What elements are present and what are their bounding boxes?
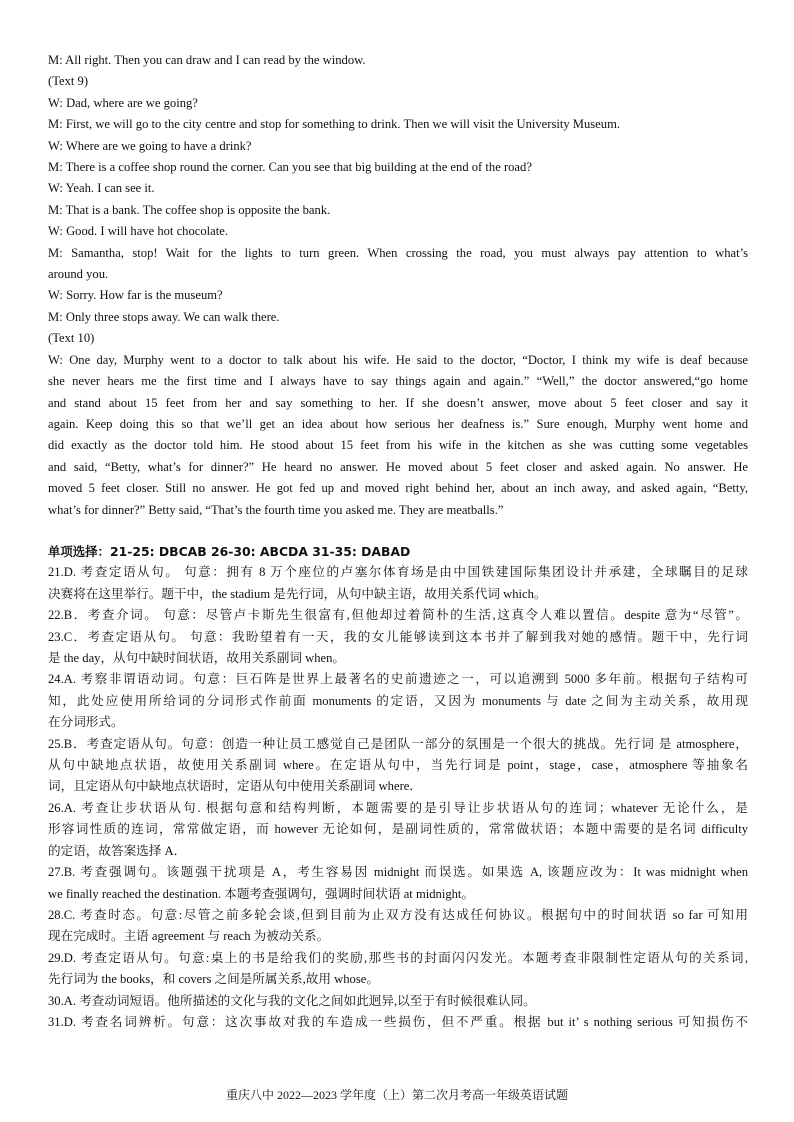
transcript-line: (Text 9) (48, 74, 89, 89)
transcript-line: M: Only three stops away. We can walk there. (48, 309, 280, 324)
transcript-line: W: Dad, where are we going? (48, 95, 198, 110)
answer-explanation-line: 知，此处应使用所给词的分词形式作前面 monuments 的定语，又因为 monuments 与 date 之间为主动关系，故用现 (48, 693, 748, 708)
answer-explanation-line: 在分词形式。 (48, 715, 124, 730)
answer-explanation-line: we finally reached the destination. 本题考查强调句，强调时间状语 at midnight。 (48, 886, 475, 901)
transcript-line: M: First, we will go to the city centre and stop for something to drink. Then we will visit the University Museum. (48, 117, 621, 132)
transcript-line: M: Samantha, stop! Wait for the lights to turn green. When crossing the road, you must always pay attention to what’s (48, 245, 748, 260)
transcript-line: (Text 10) (48, 331, 95, 346)
transcript-line: around you. (48, 267, 109, 282)
listening-transcript (48, 50, 748, 521)
transcript-line: M: That is a bank. The coffee shop is opposite the bank. (48, 202, 331, 217)
transcript-line: moved 5 feet closer. Still no answer. He got fed up and moved right behind her, about an inch away, and asked again, “Betty, (48, 481, 748, 496)
page-footer: 重庆八中 2022—2023 学年度（上）第二次月考高一年级英语试题 (225, 1088, 568, 1102)
transcript-line: W: Where are we going to have a drink? (48, 138, 252, 153)
transcript-line: again. Keep doing this so that we’ll get an idea about how serious her deafness is.” Sure enough, Murphy went home and (48, 416, 748, 431)
answer-explanation-line: 25.B．考查定语从句。句意：创造一种让员工感觉自己是团队一部分的氛围是一个很大的挑战。先行词 是 atmosphere， (48, 736, 748, 751)
transcript-line: M: There is a coffee shop round the corner. Can you see that big building at the end of the road? (48, 160, 532, 175)
answer-explanation-line: 现在完成时。主语 agreement 与 reach 为被动关系。 (48, 929, 330, 944)
answer-explanation-line: 27.B. 考查强调句。该题强干扰项是 A，考生容易因 midnight 而误选。如果选 A, 该题应改为：It was midnight when (48, 865, 748, 880)
answer-explanation-line: 从句中缺地点状语，故使用关系副词 where。在定语从句中，当先行词是 point，stage，case，atmosphere 等抽象名 (48, 758, 748, 773)
transcript-line: M: All right. Then you can draw and I can read by the window. (48, 53, 366, 67)
answer-key-heading: 单项选择：21-25: DBCAB 26-30: ABCDA 31-35: DABAD (48, 544, 411, 559)
answer-explanation-line: 23.C．考查定语从句。 句意：我盼望着有一天，我的女儿能够读到这本书并了解到我对她的感情。题干中，先行词 (48, 629, 748, 644)
answer-explanation-line: 形容词性质的连词，常常做定语，而 however 无论如何，是副词性质的，常常做状语；本题中需要的是名词 difficulty (48, 822, 748, 837)
answer-explanation-line: 决赛将在这里举行。题干中，the stadium 是先行词，从句中缺主语，故用关系代词 which。 (48, 586, 547, 601)
answer-explanation-line: 31.D. 考查名词辨析。句意：这次事故对我的车造成一些损伤，但不严重。根据 but it’ s nothing serious 可知损伤不 (48, 1014, 748, 1029)
transcript-line: did exactly as the doctor told him. He stood about 15 feet from his wife in the kitchen as she was cutting some vegetables (48, 438, 748, 453)
transcript-line: what’s for dinner?” Betty said, “That’s the fourth time you asked me. They are meatballs.” (48, 502, 504, 517)
answer-explanation-line: 词，且定语从句中缺地点状语时，定语从句中使用关系副词 where． (48, 779, 422, 794)
transcript-line: W: Yeah. I can see it. (48, 181, 155, 196)
answer-explanation-line: 29.D. 考查定语从句。句意:桌上的书是给我们的奖励,那些书的封面闪闪发光。本题考查非限制性定语从句的关系词, (48, 950, 748, 965)
answer-explanation-line: 22.B．考查介词。 句意：尽管卢卡斯先生很富有,但他却过着简朴的生活,这真令人难以置信。despite 意为“尽管”。 (48, 608, 748, 623)
transcript-line: and stand about 15 feet from her and say something to her. If she doesn’t answer, move about 5 feet closer and say it (48, 395, 748, 410)
transcript-line: and said, “Betty, what’s for dinner?” He heard no answer. He moved about 5 feet closer and asked again. No answer. He (48, 459, 748, 474)
transcript-line: W: Sorry. How far is the museum? (48, 288, 223, 303)
transcript-line: she never hears me the first time and I always have to say things again and again.” “Well,” the doctor answered,“go home (48, 374, 748, 389)
answer-explanation-line: 28.C. 考查时态。句意:尽管之前多轮会谈,但到目前为止双方没有达成任何协议。根据句中的时间状语 so far 可知用 (48, 907, 748, 922)
answer-key-section (48, 541, 748, 1033)
answer-explanation-line: 21.D. 考查定语从句。 句意：拥有 8 万个座位的卢塞尔体育场是由中国铁建国际集团设计并承建，全球瞩目的足球 (48, 565, 748, 580)
answer-explanation-line: 是 the day，从句中缺时间状语，故用关系副词 when。 (48, 651, 345, 666)
transcript-line: W: Good. I will have hot chocolate. (48, 224, 228, 239)
answer-explanation-line: 30.A. 考查动词短语。他所描述的文化与我的文化之间如此迥异,以至于有时候很难认同。 (48, 993, 536, 1008)
transcript-line: W: One day, Murphy went to a doctor to talk about his wife. He said to the doctor, “Doctor, I think my wife is deaf because (48, 352, 748, 367)
answer-explanation-line: 24.A. 考察非谓语动词。句意：巨石阵是世界上最著名的史前遗迹之一，可以追溯到 5000 多年前。根据句子结构可 (48, 672, 748, 687)
answer-explanation-line: 26.A. 考查让步状语从句. 根据句意和结构判断，本题需要的是引导让步状语从句的连词；whatever 无论什么，是 (48, 800, 748, 815)
answer-explanation-line: 先行词为 the books，和 covers 之间是所属关系,故用 whose。 (48, 972, 379, 987)
answer-explanation-line: 的定语，故答案选择 A． (48, 843, 187, 858)
